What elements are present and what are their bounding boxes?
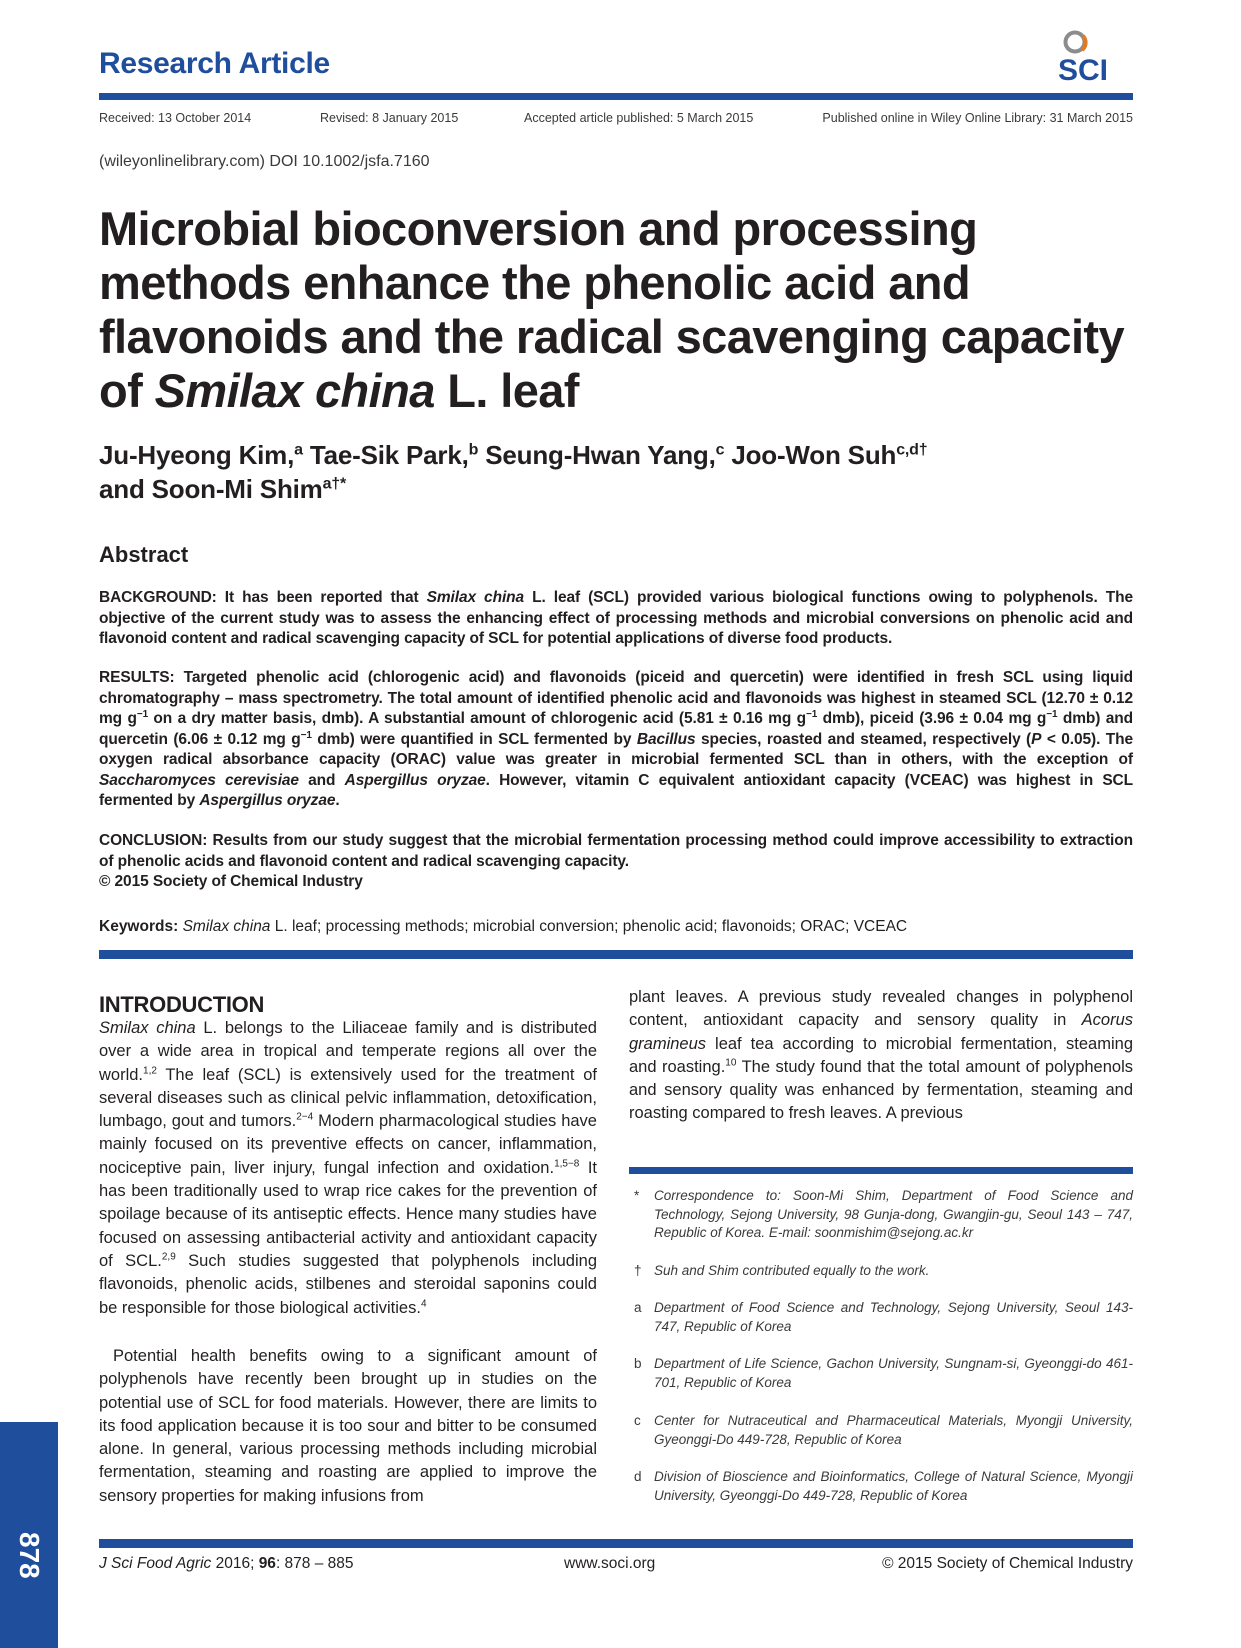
page-number: 878 xyxy=(14,1532,45,1579)
logo-text: SCI xyxy=(1058,54,1109,82)
date-revised: Revised: 8 January 2015 xyxy=(320,111,459,125)
abstract-conclusion xyxy=(99,831,1133,893)
footnote-mark: d xyxy=(634,1469,642,1484)
citation: 2−4 xyxy=(296,1111,314,1123)
abstract-copyright: © 2015 Society of Chemical Industry xyxy=(99,873,363,890)
footnote-text: Department of Food Science and Technology, Sejong University, Seoul 143-747, Republic of Korea xyxy=(654,1300,1133,1334)
citation: 1,5−8 xyxy=(554,1158,580,1170)
footnote-equal-contribution xyxy=(629,1262,1133,1281)
abstract-text: < 0.05). The oxygen radical absorbance capacity (ORAC) value was greater in microbial fermented SCL than in others, with the exception of xyxy=(99,730,1133,768)
keywords-species: Smilax china xyxy=(182,918,271,935)
abstract-rule xyxy=(99,950,1133,959)
author-name: Seung-Hwan Yang, xyxy=(485,440,716,470)
abstract-text: L. leaf (SCL) provided various biological functions owing to polyphenols. The objective of the current study was to assess the enhancing effect of processing methods and microbial conversions on phenolic acid and flavonoid content and radical scavenging capacity of SCL for potential applications of diverse food products. xyxy=(99,589,1133,647)
abstract-text: and xyxy=(298,771,345,789)
article-title xyxy=(99,202,1149,418)
footer-pages: : 878 – 885 xyxy=(275,1555,354,1572)
author-affiliation: c,d† xyxy=(896,441,928,459)
date-received: Received: 13 October 2014 xyxy=(99,111,252,125)
footnote-text: Center for Nutraceutical and Pharmaceutical Materials, Myongji University, Gyeonggi-Do 449-728, Republic of Korea xyxy=(654,1413,1133,1447)
body-text: leaf tea according to microbial fermentation, steaming and roasting. xyxy=(629,1034,1133,1076)
abstract-background xyxy=(99,588,1133,650)
footer-copyright: © 2015 Society of Chemical Industry xyxy=(882,1555,1133,1572)
citation: 4 xyxy=(420,1298,427,1310)
footnote-mark: b xyxy=(634,1356,642,1371)
header-rule xyxy=(99,93,1133,100)
footnote-affiliation-c xyxy=(629,1412,1133,1449)
author-name: Ju-Hyeong Kim, xyxy=(99,440,295,470)
footer-year: 2016; xyxy=(211,1555,259,1572)
unit-exponent: −1 xyxy=(136,708,149,720)
footer-volume: 96 xyxy=(258,1555,276,1572)
footer-rule xyxy=(99,1539,1133,1548)
abstract-text: dmb) were quantified in SCL fermented by xyxy=(311,730,637,748)
abstract-heading: Abstract xyxy=(99,542,189,567)
page-number-tab xyxy=(0,1422,58,1648)
abstract-results xyxy=(99,668,1133,812)
abstract-text: It has been reported that xyxy=(216,589,427,606)
footnote-rule xyxy=(629,1167,1133,1174)
footnote-mark: c xyxy=(634,1413,641,1428)
introduction-heading: INTRODUCTION xyxy=(99,992,265,1017)
body-text: The leaf (SCL) is extensively used for the treatment of several diseases such as clinical pelvic inflammation, detoxification, lumbago, gout and tumors. xyxy=(99,1065,597,1131)
background-label: BACKGROUND: xyxy=(99,589,217,606)
conclusion-label: CONCLUSION: xyxy=(99,832,208,849)
author-affiliation: a†* xyxy=(322,475,347,493)
unit-exponent: −1 xyxy=(1046,708,1058,720)
footer-journal-name: J Sci Food Agric xyxy=(99,1555,212,1572)
footnote-text: Division of Bioscience and Bioinformatics, College of Natural Science, Myongji University, Gyeonggi-Do 449-728, Republic of Korea xyxy=(654,1469,1133,1503)
abstract-species: Aspergillus oryzae xyxy=(344,771,486,789)
abstract-text: dmb) and quercetin (6.06 ± 0.12 mg g xyxy=(99,710,1134,748)
footnote-mark: * xyxy=(634,1188,640,1203)
footnote-affiliation-b xyxy=(629,1355,1133,1392)
intro-paragraph xyxy=(99,1017,597,1320)
abstract-species: Bacillus xyxy=(636,730,696,748)
date-published: Published online in Wiley Online Library: 31 March 2015 xyxy=(822,111,1133,125)
unit-exponent: −1 xyxy=(805,708,818,720)
footnote-affiliation-a xyxy=(629,1299,1133,1336)
body-text: L. belongs to the Liliaceae family and is distributed over a wide area in tropical and temperate regions all over the world. xyxy=(99,1019,597,1084)
title-main: Microbial bioconversion and processing methods enhance the phenolic acid and flavonoids and the radical scavenging capacity of xyxy=(99,202,1125,417)
footnote-affiliation-d xyxy=(629,1468,1133,1505)
keywords-label: Keywords: xyxy=(99,918,179,935)
citation: 10 xyxy=(725,1057,737,1069)
date-accepted: Accepted article published: 5 March 2015 xyxy=(524,111,754,125)
abstract-text: Targeted phenolic acid (chlorogenic acid) and flavonoids (piceid and quercetin) were identified in fresh SCL using liquid chromatography – mass spectrometry. The total amount of identified phenolic acid and flavonoids was highest in steamed SCL (12.70 ± 0.12 mg g xyxy=(99,669,1133,727)
abstract-text: Results from our study suggest that the microbial fermentation processing method could improve accessibility to extraction of phenolic acids and flavonoid content and radical scavenging capacity. xyxy=(99,832,1133,870)
footnote-text: Suh and Shim contributed equally to the work. xyxy=(654,1263,930,1278)
citation: 2,9 xyxy=(161,1251,176,1263)
abstract-text: . However, vitamin C equivalent antioxidant capacity (VCEAC) was highest in SCL fermented by xyxy=(99,771,1134,809)
footer-website[interactable]: www.soci.org xyxy=(564,1555,656,1572)
body-text: The study found that the total amount of polyphenols and sensory quality was enhanced by fermentation, steaming and roasting compared to fresh leaves. A previous xyxy=(629,1057,1133,1123)
body-text: Modern pharmacological studies have mainly focused on its preventive effects on cancer, inflammation, nociceptive pain, liver injury, fungal infection and oxidation. xyxy=(99,1112,597,1177)
sci-logo-icon xyxy=(1052,28,1132,82)
abstract-species: Aspergillus oryzae xyxy=(199,792,336,809)
keywords-list: L. leaf; processing methods; microbial conversion; phenolic acid; flavonoids; ORAC; VCEAC xyxy=(270,918,908,935)
p-value-symbol: P xyxy=(1031,730,1042,748)
abstract-text: dmb), piceid (3.96 ± 0.04 mg g xyxy=(817,710,1047,727)
body-text: Such studies suggested that polyphenols including flavonoids, phenolic acids, stilbenes and steroidal saponins could be responsible for those biological activities. xyxy=(99,1251,597,1317)
author-name: Tae-Sik Park, xyxy=(309,440,469,470)
body-species: Acorus gramineus xyxy=(629,1011,1133,1053)
author-affiliation: b xyxy=(468,441,479,459)
intro-paragraph-continued xyxy=(629,986,1133,1126)
keywords xyxy=(99,918,1133,936)
section-label: Research Article xyxy=(99,47,330,80)
footnote-text: Department of Life Science, Gachon University, Sungnam-si, Gyeonggi-do 461-701, Republic of Korea xyxy=(654,1356,1133,1390)
citation: 1,2 xyxy=(143,1065,157,1077)
author-list xyxy=(99,438,1139,506)
body-species: Smilax china xyxy=(99,1019,196,1037)
title-end: L. leaf xyxy=(434,364,579,417)
abstract-text: . xyxy=(335,792,340,809)
abstract-text: species, roasted and steamed, respectively ( xyxy=(695,730,1032,748)
abstract-species: Smilax china xyxy=(426,589,525,606)
title-species: Smilax china xyxy=(154,364,435,417)
abstract-text: on a dry matter basis, dmb). A substantial amount of chlorogenic acid (5.81 ± 0.16 mg g xyxy=(148,710,806,727)
footnote-mark: a xyxy=(634,1300,642,1315)
author-affiliation: c xyxy=(715,441,725,459)
footnote-correspondence xyxy=(629,1187,1133,1243)
author-name: Joo-Won Suh xyxy=(731,440,897,470)
intro-paragraph: Potential health benefits owing to a significant amount of polyphenols have recently been brought up in studies on the potential use of SCL for food materials. However, there are limits to its food application because it is too sour and bitter to be consumed alone. In general, various processing methods including microbial fermentation, steaming and roasting are applied to improve the sensory properties for making infusions from xyxy=(99,1347,597,1505)
abstract-species: Saccharomyces cerevisiae xyxy=(99,771,299,789)
unit-exponent: −1 xyxy=(300,729,312,741)
footnote-text: Correspondence to: Soon-Mi Shim, Department of Food Science and Technology, Sejong University, 98 Gunja-dong, Gwangjin-gu, Seoul 143 – 747, Republic of Korea. E-mail: soonmishim@sejong.ac.kr xyxy=(654,1188,1133,1240)
doi: (wileyonlinelibrary.com) DOI 10.1002/jsfa.7160 xyxy=(99,153,430,170)
body-text: plant leaves. A previous study revealed changes in polyphenol content, antioxidant capacity and sensory quality in xyxy=(629,988,1133,1030)
results-label: RESULTS: xyxy=(99,669,175,686)
author-name: and Soon-Mi Shim xyxy=(99,474,323,504)
footnote-mark: † xyxy=(634,1263,642,1278)
footer-citation xyxy=(99,1555,354,1573)
body-text: It has been traditionally used to wrap rice cakes for the prevention of spoilage because of its antiseptic effects. Hence many studies have focused on assessing antibacterial activity and antioxidant capacity of SCL. xyxy=(99,1158,597,1270)
author-affiliation: a xyxy=(294,441,303,459)
